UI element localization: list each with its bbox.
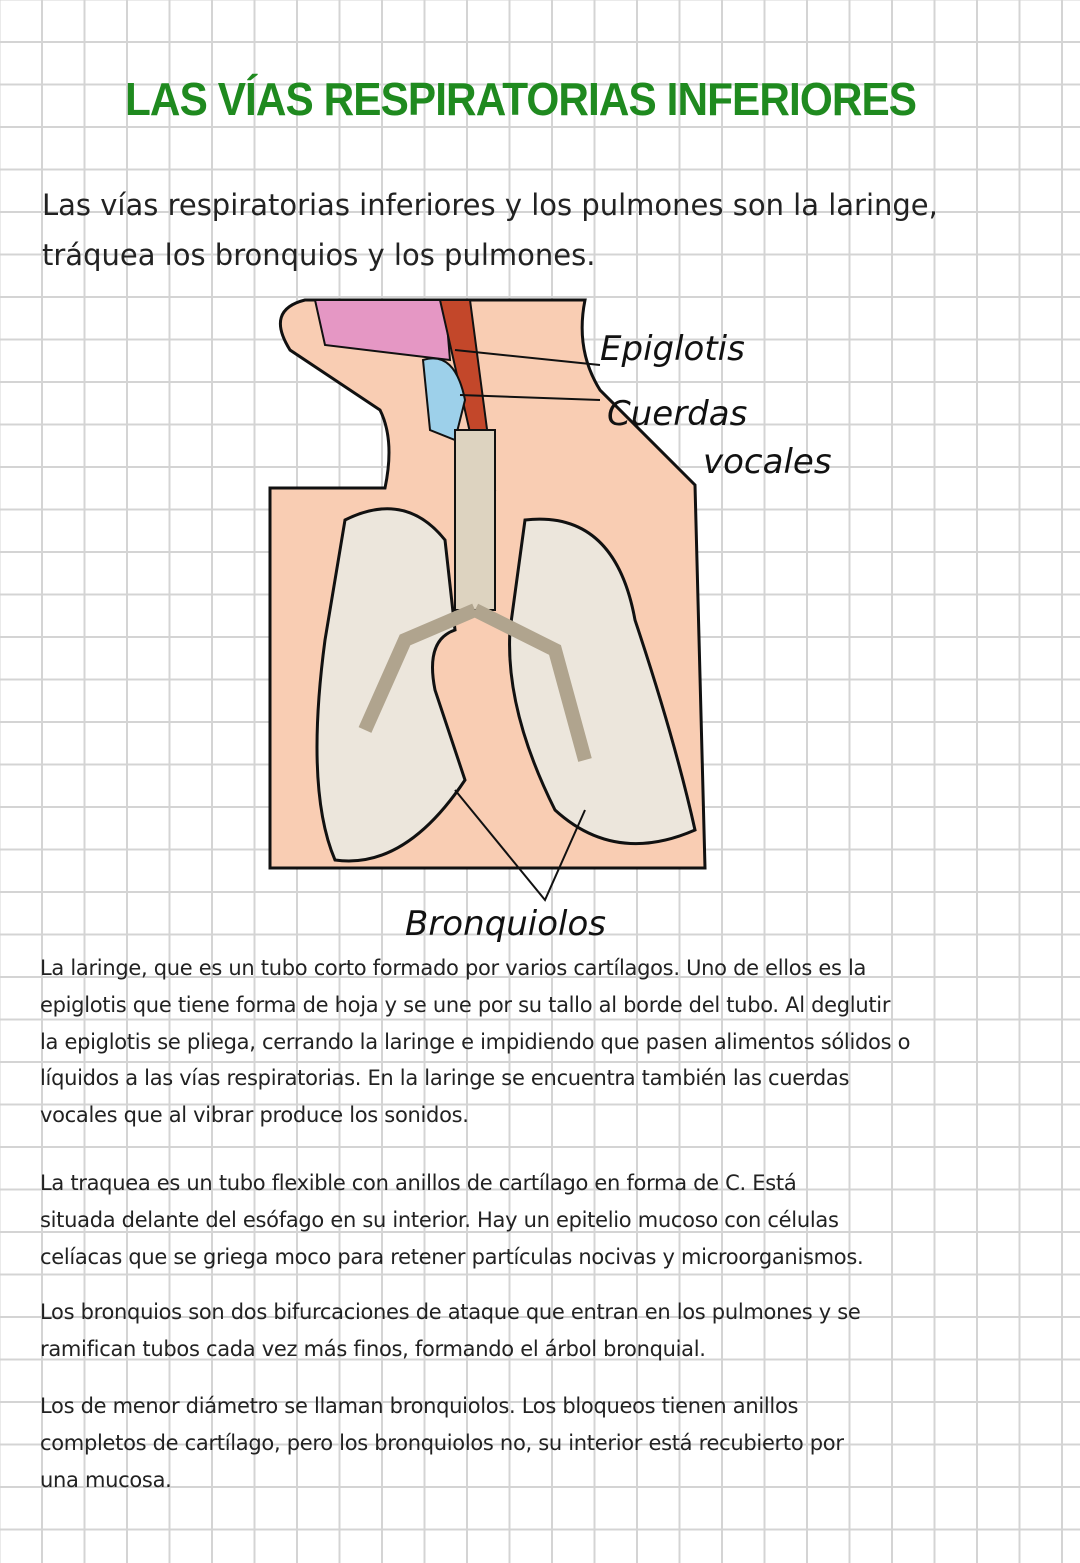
text-line: líquidos a las vías respiratorias. En la laringe se encuentra también las cuerdas [40,1066,850,1091]
text-line: celíacas que se griega moco para retener partículas nocivas y microorganismos. [40,1244,864,1269]
label-bronquiolos: Bronquiolos [405,904,606,944]
text-line: ramifican tubos cada vez más finos, formando el árbol bronquial. [40,1336,706,1361]
respiratory-diagram [255,290,835,950]
text-line: La laringe, que es un tubo corto formado por varios cartílagos. Uno de ellos es la [40,956,867,980]
text-line: una mucosa. [40,1467,172,1492]
label-vocales: vocales [703,442,832,482]
text-line: La traquea es un tubo flexible con anillos de cartílago en forma de C. Está [40,1171,797,1195]
text-line: la epiglotis se pliega, cerrando la laringe e impidiendo que pasen alimentos sólidos o [40,1029,911,1054]
intro-line: Las vías respiratorias inferiores y los pulmones son la laringe, [42,188,938,222]
intro-text [42,180,938,280]
text-line: vocales que al vibrar produce los sonidos. [40,1103,469,1128]
page-title: LAS VÍAS RESPIRATORIAS INFERIORES [125,73,917,125]
paragraph-traquea [40,1165,863,1275]
text-line: Los de menor diámetro se llaman bronquiolos. Los bloqueos tienen anillos [40,1394,799,1418]
text-line: completos de cartílago, pero los bronquiolos no, su interior está recubierto por [40,1430,844,1455]
text-line: situada delante del esófago en su interior. Hay un epitelio mucoso con células [40,1207,839,1232]
intro-line: tráquea los bronquios y los pulmones. [42,238,596,272]
trachea [455,430,495,610]
paragraph-laringe [40,950,910,1134]
label-epiglotis: Epiglotis [600,329,745,369]
paragraph-bronquiolos [40,1388,844,1498]
text-line: epiglotis que tiene forma de hoja y se une por su tallo al borde del tubo. Al deglutir [40,992,891,1017]
text-line: Los bronquios son dos bifurcaciones de ataque que entran en los pulmones y se [40,1300,861,1324]
label-cuerdas: Cuerdas [607,394,748,434]
paragraph-bronquios [40,1294,861,1368]
